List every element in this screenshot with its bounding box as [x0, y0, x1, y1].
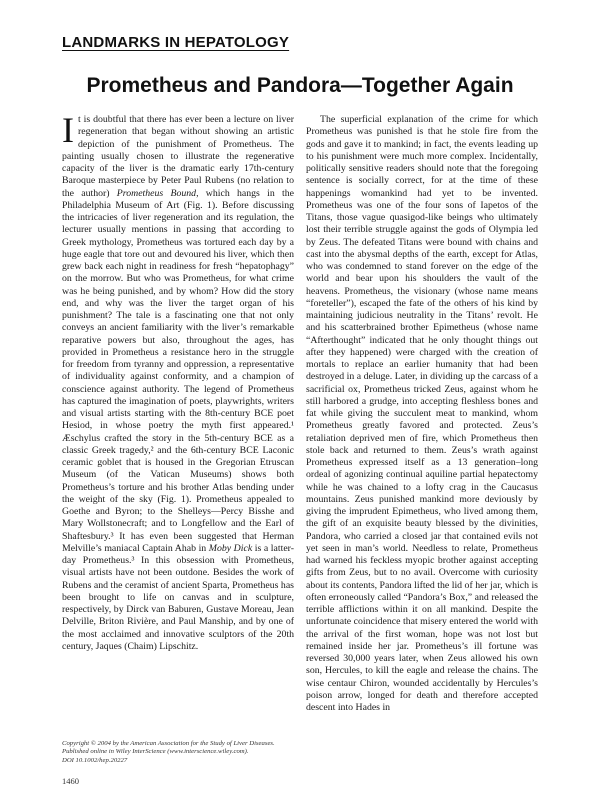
intro-text-c: is a latter-day Prometheus.³ In this obsession with Prometheus, visual artists have not been outdone. Besides the work of Rubens and the ceramist of ancient Sparta, Prometheus has been brought to life on canvas and in sculpture, respectively, by Dirck van Baburen, Gustave Moreau, Jean Delville, Briton Rivière, and Paul Manship, and by one of the most acclaimed and innovative sculptors of the 20th century, Jaques (Chaim) Lipschitz.: [62, 542, 294, 652]
drop-cap: I: [62, 110, 74, 150]
right-column: [306, 114, 538, 714]
publisher-line: Published online in Wiley InterScience (www.interscience.wiley.com).: [62, 748, 249, 756]
crime-paragraph: The superficial explanation of the crime for which Prometheus was punished is that he stole fire from the gods and gave it to mankind; in fact, the events leading up to his punishment were much more complex. Incidentally, politically sensitive readers should note that the foregoing sentence is socially correct, for at the time of these happenings womankind had yet to be invented. Prometheus was one of the four sons of Iapetos of the Titans, those vague quasigod-like beings who ultimately lost their terrible struggle against the gods of Olympia led by Zeus. The defeated Titans were bound with chains and cast into the abysmal depths of the earth, except for Atlas, who was condemned to stand forever on the edge of the world and bear upon his shoulders the vault of the heavens. Prometheus, the visionary (whose name means “foreteller”), escaped the fate of the others of his kind by maintaining judicious neutrality in the Titans’ revolt. He and his scatterbrained brother Epimetheus (whose name “Afterthought” indicated that he only thought things out after they happened) were charged with the creation of mortals to replace an earlier humanity that had been destroyed in a deluge. Later, in dividing up the carcass of a sacrificial ox, Prometheus tricked Zeus, against whom he still harbored a grudge, into accepting fleshless bones and fat while giving the succulent meat to mankind, whom Prometheus greatly favored and protected. Zeus’s retaliation deprived men of fire, which Prometheus then stole back and returned to them. Zeus’s wrath against Prometheus expressed itself as a 13 generation–long ordeal of agonizing continual aquiline partial hepatectomy while he was chained to a lofty crag in the Caucasus mountains. Zeus punished mankind more deviously by giving the imprudent Epimetheus, who lived among them, the gift of an exquisite beauty blessed by the divinities, Pandora, who carried a closed jar that contained evils not yet seen in man’s world. Needless to relate, Prometheus had warned his feckless myopic brother against accepting gifts from Zeus, but to no avail. Overcome with curiosity about its contents, Pandora lifted the lid of her jar, which is often erroneously called “Pandora’s Box,” and released the terrible afflictions within it on all mankind. Despite the unfortunate coincidence that misery entered the world with the arrival of the first woman, hope was not lost but remained inside her jar. Prometheus’s ill fortune was reversed 30,000 years later, when Zeus allowed his own son, Hercules, to kill the eagle and release the chains. The wise centaur Chiron, wounded accidentally by Hercules’s poison arrow, longed for death and therefore accepted descent into Hades in: [306, 114, 538, 713]
doi-line: DOI 10.1002/hep.20227: [62, 756, 128, 764]
article-title: Prometheus and Pandora—Together Again: [86, 74, 514, 97]
painting-title: Prometheus Bound: [116, 187, 197, 199]
intro-text-a: t is doubtful that there has ever been a lecture on liver regeneration that began without showing an artistic depiction of the punishment of Prometheus. The painting usually chosen to illustrate the regenerative capacity of the liver is the dramatic early 17th-century Baroque masterpiece by Peter Paul Rubens (no relation to the author): [62, 114, 294, 199]
section-heading: LANDMARKS IN HEPATOLOGY: [62, 34, 290, 51]
intro-text-b: , which hangs in the Philadelphia Museum of Art (Fig. 1). Before discussing the intricacies of liver regeneration and its regulation, the lecturer usually mentions in passing that according to Greek mythology, Prometheus was tortured each day by a huge eagle that tore out and devoured his liver, which then grew back each night in readiness for fresh “hepatophagy” on the morrow. But who was Prometheus, for what crime was he being punished, and by whom? How did the story end, and why was the liver the target organ of his punishment? The tale is a fascinating one that not only conveys an ancient familiarity with the liver’s remarkable reparative powers but also, throughout the ages, has provided in Prometheus a resistance hero in the struggle for freedom from tyranny and oppression, a representative of individuality against conformity, and a champion of conscience against authority. The legend of Prometheus has captured the imagination of poets, playwrights, writers and visual artists starting with the 8th-century BCE poet Hesiod, in whose poetry the myth first appeared.¹ Æschylus crafted the story in the 5th-century BCE as a classic Greek tragedy,² and the 6th-century BCE Laconic ceramic goblet that is housed in the Gregorian Etruscan Museum (of the Vatican Museums) shows both Prometheus’s torture and his brother Atlas bending under the weight of the sky (Fig. 1). Prometheus appealed to Goethe and Byron; to the Shelleys—Percy Bisshe and Mary Wollstonecraft; and to Longfellow and the Earl of Shaftesbury.³ It has even been suggested that Herman Melville’s maniacal Captain Ahab in: [62, 187, 294, 554]
copyright-notice: [62, 740, 294, 765]
copyright-line: Copyright © 2004 by the American Association for the Study of Liver Diseases.: [62, 740, 275, 747]
novel-title: Moby Dick: [208, 542, 253, 554]
left-column: [62, 110, 294, 653]
page-number: 1460: [62, 776, 79, 786]
intro-paragraph: [62, 110, 294, 653]
